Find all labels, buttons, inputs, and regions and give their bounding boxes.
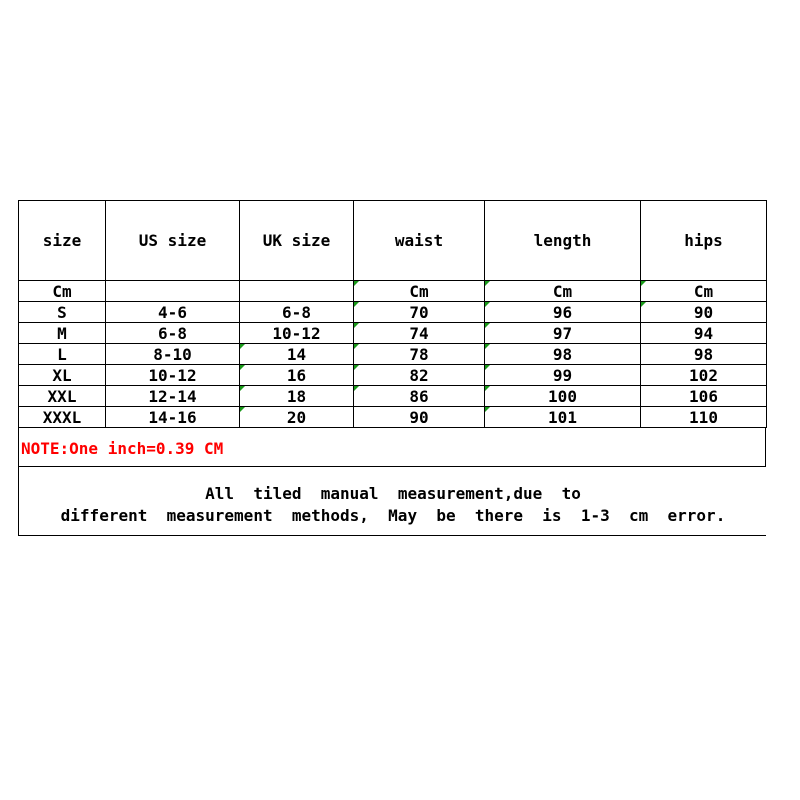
cell-uk-size bbox=[240, 302, 354, 323]
header-hips: hips bbox=[641, 201, 767, 281]
cell-flag bbox=[485, 365, 490, 370]
table-row bbox=[19, 407, 767, 428]
size-table bbox=[18, 200, 767, 428]
cell-uk-size bbox=[240, 323, 354, 344]
cell-waist bbox=[354, 302, 485, 323]
cell-flag bbox=[354, 302, 359, 307]
cell-uk-size bbox=[240, 386, 354, 407]
cell-text: 100 bbox=[548, 386, 577, 406]
cell-us-size bbox=[106, 302, 240, 323]
measurement-disclaimer bbox=[18, 466, 766, 536]
cell-flag bbox=[485, 281, 490, 286]
cell-text: 12-14 bbox=[148, 386, 197, 406]
cell-flag bbox=[485, 302, 490, 307]
cell-us-size bbox=[106, 407, 240, 428]
cell-uk-size bbox=[240, 344, 354, 365]
header-length: length bbox=[485, 201, 641, 281]
table-row bbox=[19, 365, 767, 386]
header-size: size bbox=[19, 201, 106, 281]
cell-hips bbox=[641, 323, 767, 344]
cell-text: 10-12 bbox=[272, 323, 321, 343]
cell-size bbox=[19, 323, 106, 344]
cell-size bbox=[19, 302, 106, 323]
cell-hips bbox=[641, 386, 767, 407]
table-row bbox=[19, 302, 767, 323]
cell-length bbox=[485, 323, 641, 344]
cell-text: 14-16 bbox=[148, 407, 197, 427]
cell-text: 14 bbox=[286, 344, 307, 364]
cell-size bbox=[19, 344, 106, 365]
cell-text: 6-8 bbox=[282, 302, 311, 322]
header-row bbox=[19, 201, 767, 281]
cell-length bbox=[485, 344, 641, 365]
conversion-note: NOTE:One inch=0.39 CM bbox=[21, 439, 224, 458]
unit-row bbox=[19, 281, 767, 302]
unit-text: Cm bbox=[693, 281, 714, 301]
cell-text: 74 bbox=[409, 323, 429, 343]
note-row bbox=[18, 428, 766, 466]
cell-text: XL bbox=[52, 365, 72, 385]
cell-flag bbox=[354, 323, 359, 328]
cell-hips bbox=[641, 344, 767, 365]
cell-text: 18 bbox=[286, 386, 307, 406]
cell-text: 98 bbox=[693, 344, 714, 364]
table-row bbox=[19, 344, 767, 365]
cell-size bbox=[19, 365, 106, 386]
cell-text: 106 bbox=[689, 386, 718, 406]
cell-length bbox=[485, 407, 641, 428]
cell-text: XXXL bbox=[42, 407, 82, 427]
cell-text: 90 bbox=[409, 407, 429, 427]
cell-text: 97 bbox=[552, 323, 573, 343]
unit-text: Cm bbox=[409, 281, 429, 301]
cell-text: 4-6 bbox=[158, 302, 187, 322]
cell-us-size bbox=[106, 323, 240, 344]
cell-flag bbox=[354, 386, 359, 391]
cell-length bbox=[485, 365, 641, 386]
cell-flag bbox=[240, 344, 245, 349]
cell-hips bbox=[641, 302, 767, 323]
cell-text: 16 bbox=[286, 365, 307, 385]
header-us-size: US size bbox=[106, 201, 240, 281]
cell-length bbox=[485, 302, 641, 323]
table-row bbox=[19, 386, 767, 407]
cell-flag bbox=[240, 407, 245, 412]
cell-waist bbox=[354, 386, 485, 407]
cell-size bbox=[19, 407, 106, 428]
cell-uk-size bbox=[240, 365, 354, 386]
unit-cell bbox=[19, 281, 106, 302]
cell-text: 70 bbox=[409, 302, 429, 322]
unit-text: Cm bbox=[52, 281, 72, 301]
cell-text: 98 bbox=[552, 344, 573, 364]
cell-text: 102 bbox=[689, 365, 718, 385]
cell-length bbox=[485, 386, 641, 407]
cell-text: 101 bbox=[548, 407, 577, 427]
unit-cell bbox=[485, 281, 641, 302]
cell-text: 90 bbox=[693, 302, 714, 322]
cell-us-size bbox=[106, 365, 240, 386]
cell-flag bbox=[354, 344, 359, 349]
header-uk-size: UK size bbox=[240, 201, 354, 281]
cell-flag bbox=[354, 365, 359, 370]
cell-text: M bbox=[57, 323, 67, 343]
cell-flag bbox=[641, 281, 646, 286]
cell-text: 110 bbox=[689, 407, 718, 427]
cell-text: XXL bbox=[47, 386, 77, 406]
cell-text: 78 bbox=[409, 344, 429, 364]
cell-text: 94 bbox=[693, 323, 714, 343]
cell-text: 86 bbox=[409, 386, 429, 406]
cell-flag bbox=[485, 407, 490, 412]
cell-text: 10-12 bbox=[148, 365, 197, 385]
cell-text: S bbox=[57, 302, 67, 322]
cell-flag bbox=[485, 323, 490, 328]
table-row bbox=[19, 323, 767, 344]
unit-text: Cm bbox=[552, 281, 573, 301]
header-waist: waist bbox=[354, 201, 485, 281]
cell-flag bbox=[641, 302, 646, 307]
unit-cell bbox=[641, 281, 767, 302]
disclaimer-line-2: different measurement methods, May be there is 1-3 cm error. bbox=[60, 506, 726, 525]
unit-cell bbox=[240, 281, 354, 302]
cell-us-size bbox=[106, 386, 240, 407]
cell-waist bbox=[354, 323, 485, 344]
cell-waist bbox=[354, 407, 485, 428]
cell-text: 6-8 bbox=[158, 323, 187, 343]
cell-flag bbox=[240, 386, 245, 391]
disclaimer-line-1: All tiled manual measurement,due to bbox=[205, 484, 581, 503]
cell-hips bbox=[641, 365, 767, 386]
cell-text: 96 bbox=[552, 302, 573, 322]
cell-uk-size bbox=[240, 407, 354, 428]
cell-waist bbox=[354, 344, 485, 365]
cell-text: L bbox=[57, 344, 67, 364]
cell-waist bbox=[354, 365, 485, 386]
size-chart bbox=[18, 200, 766, 536]
cell-flag bbox=[354, 281, 359, 286]
cell-us-size bbox=[106, 344, 240, 365]
cell-hips bbox=[641, 407, 767, 428]
unit-cell bbox=[106, 281, 240, 302]
cell-flag bbox=[240, 365, 245, 370]
unit-cell bbox=[354, 281, 485, 302]
cell-text: 20 bbox=[286, 407, 307, 427]
cell-flag bbox=[485, 386, 490, 391]
cell-size bbox=[19, 386, 106, 407]
cell-flag bbox=[485, 344, 490, 349]
cell-text: 8-10 bbox=[153, 344, 192, 364]
cell-text: 82 bbox=[409, 365, 429, 385]
cell-text: 99 bbox=[552, 365, 573, 385]
